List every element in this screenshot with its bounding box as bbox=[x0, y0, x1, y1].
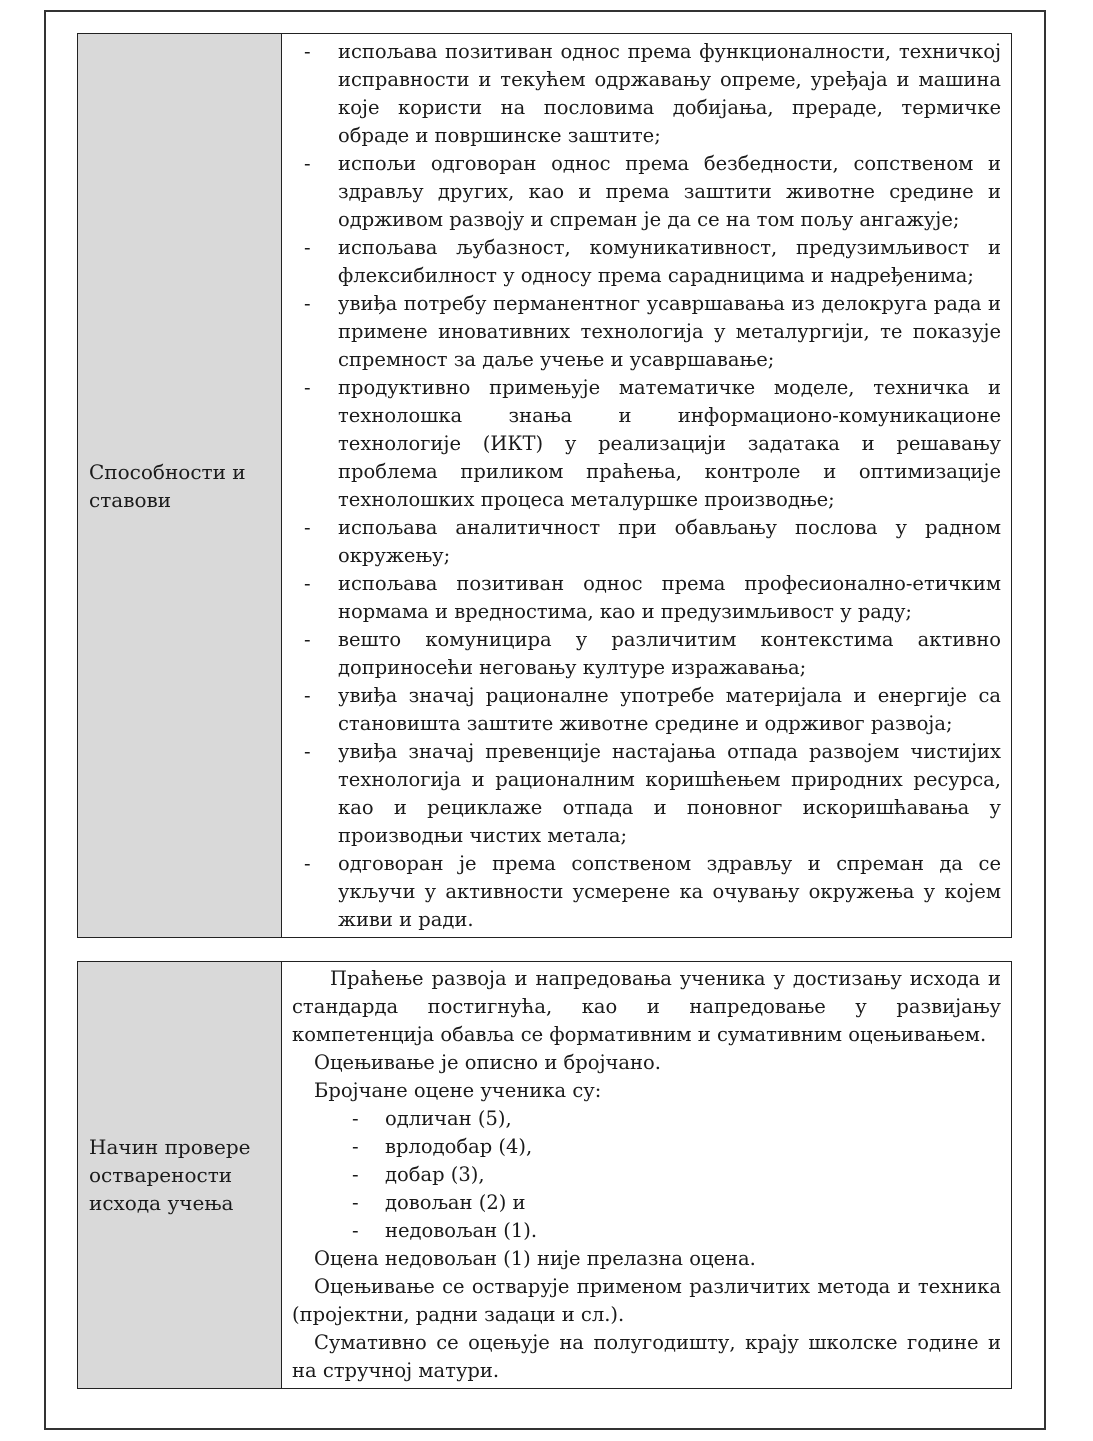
abilities-table bbox=[77, 33, 1012, 938]
abilities-content bbox=[282, 34, 1012, 938]
grade-item: - довољан (2) и bbox=[292, 1189, 1001, 1217]
list-item: - одговоран је према сопственом здрављу и спреман да се укључи у активности усмерене ка очувању окружења у којем живи и ради. bbox=[292, 850, 1001, 934]
assessment-intro: Праћење развоја и напредовања ученика у достизању исхода и стандарда постигнућа, као и напредовање у развијању компетенција обавља се формативним и сумативним оцењивањем. bbox=[292, 967, 1001, 1046]
assessment-table bbox=[77, 961, 1012, 1389]
list-item: - испољава позитиван однос према функционалности, техничкој исправности и текућем одржавању опреме, уређаја и машина које користи на пословима добијања, прераде, термичке обраде и површинске заштите; bbox=[292, 38, 1001, 150]
abilities-row bbox=[78, 34, 1012, 938]
assessment-label: Начин провере остварености исхода учења bbox=[78, 962, 282, 1389]
assessment-content bbox=[282, 962, 1012, 1389]
list-item: - увиђа потребу перманентног усавршавања из делокруга рада и примене иновативних технологија у металургији, те показује спремност за даље учење и усавршавање; bbox=[292, 290, 1001, 374]
grade-item: - врлодобар (4), bbox=[292, 1133, 1001, 1161]
grade-item: - добар (3), bbox=[292, 1161, 1001, 1189]
abilities-list bbox=[292, 38, 1001, 934]
list-item: - испољи одговоран однос према безбедности, сопственом и здрављу других, као и према заштити животне средине и одрживом развоју и спреман је да се на том пољу ангажује; bbox=[292, 150, 1001, 234]
list-item: - увиђа значај превенције настајања отпада развојем чистијих технологија и рационалним коришћењем природних ресурса, као и рециклаже отпада и поновног искоришћавања у производњи чистих метала; bbox=[292, 738, 1001, 850]
grade-item: - недовољан (1). bbox=[292, 1217, 1001, 1245]
assessment-paragraph: Оцена недовољан (1) није прелазна оцена. bbox=[314, 1247, 756, 1270]
list-item: - испољава позитиван однос према професионално-етичким нормама и вредностима, као и предузимљивост у раду; bbox=[292, 570, 1001, 626]
list-item: - увиђа значај рационалне употребе материјала и енергије са становишта заштите животне средине и одрживог развоја; bbox=[292, 682, 1001, 738]
grades-list bbox=[292, 1105, 1001, 1245]
list-item: - вешто комуницира у различитим контекстима активно доприносећи неговању културе изражавања; bbox=[292, 626, 1001, 682]
assessment-paragraph: Сумативно се оцењује на полугодишту, крају школске године и на стручној матури. bbox=[292, 1331, 1001, 1382]
list-item: - испољава љубазност, комуникативност, предузимљивост и флексибилност у односу према сарадницима и надређенима; bbox=[292, 234, 1001, 290]
list-item: - испољава аналитичност при обављању послова у радном окружењу; bbox=[292, 514, 1001, 570]
assessment-paragraph: Оцењивање се остварује применом различитих метода и техника (пројектни, радни задаци и сл.). bbox=[292, 1275, 1001, 1326]
grade-item: - одличан (5), bbox=[292, 1105, 1001, 1133]
assessment-paragraph: Бројчане оцене ученика су: bbox=[314, 1079, 602, 1102]
assessment-paragraph: Оцењивање је описно и бројчано. bbox=[314, 1051, 661, 1074]
abilities-label: Способности и ставови bbox=[78, 34, 282, 938]
list-item: - продуктивно примењује математичке моделе, техничка и технолошка знања и информационо-комуникационе технологије (ИКТ) у реализацији задатака и решавању проблема приликом праћења, контроле и оптимизације технолошких процеса металуршке производње; bbox=[292, 374, 1001, 514]
assessment-row bbox=[78, 962, 1012, 1389]
